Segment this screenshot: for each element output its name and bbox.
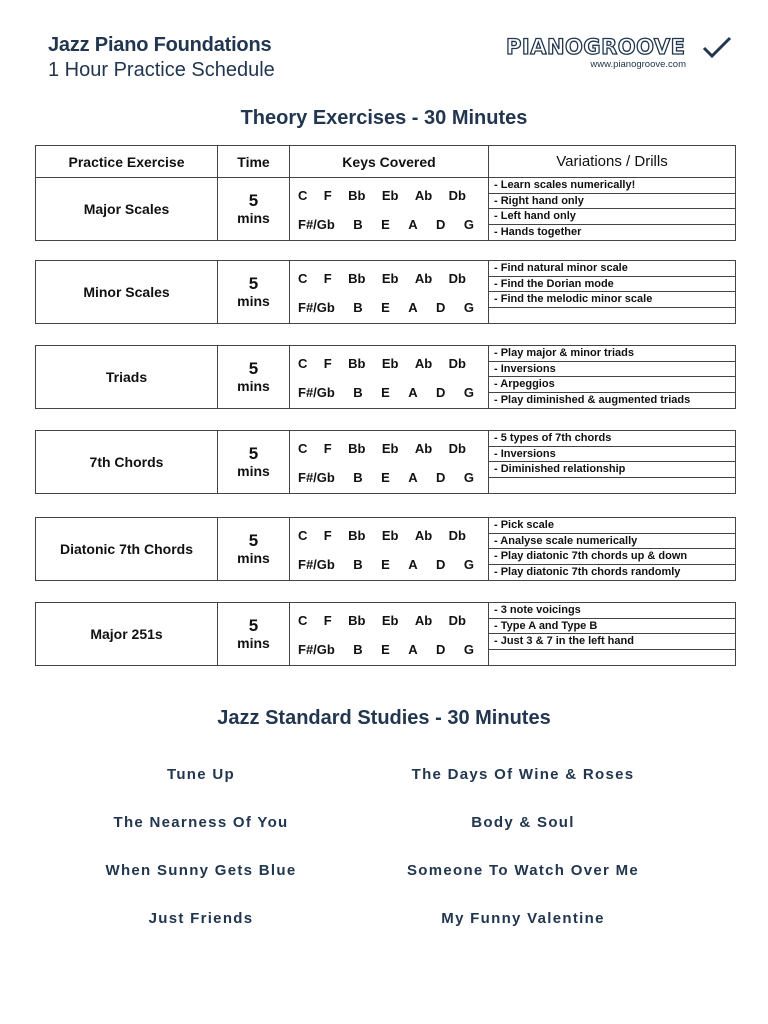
song-title: The Nearness Of You xyxy=(113,814,289,831)
key-label: F#/Gb xyxy=(298,470,335,485)
time-unit: mins xyxy=(237,293,270,309)
key-label: E xyxy=(381,557,390,572)
variation-item xyxy=(489,650,735,666)
document-title: Jazz Piano Foundations xyxy=(48,34,272,56)
key-label: F xyxy=(323,356,332,371)
variation-item: - Analyse scale numerically xyxy=(489,534,735,550)
key-label: C xyxy=(298,441,308,456)
key-label: Eb xyxy=(381,271,399,286)
exercise-table xyxy=(35,145,736,241)
variations-list xyxy=(489,346,736,409)
key-label: F#/Gb xyxy=(298,642,335,657)
time-value: 5 xyxy=(248,191,259,210)
time-value: 5 xyxy=(248,616,259,635)
variation-item: - Left hand only xyxy=(489,209,735,225)
key-label: Bb xyxy=(348,356,366,371)
song-title: Body & Soul xyxy=(471,814,575,831)
key-label: Ab xyxy=(414,271,433,286)
time-value: 5 xyxy=(248,531,259,550)
time-value: 5 xyxy=(248,444,259,463)
exercise-name: Diatonic 7th Chords xyxy=(36,518,218,581)
exercise-table xyxy=(35,345,736,409)
keys-covered xyxy=(290,431,489,494)
key-label: D xyxy=(436,300,446,315)
exercise-table xyxy=(35,260,736,324)
variations-list xyxy=(489,261,736,324)
key-row xyxy=(298,441,474,456)
variation-item: - Find the Dorian mode xyxy=(489,277,735,293)
variation-item xyxy=(489,478,735,494)
key-label: B xyxy=(353,300,363,315)
key-label: E xyxy=(381,217,390,232)
variations-list xyxy=(489,603,736,666)
key-label: F#/Gb xyxy=(298,217,335,232)
key-label: Eb xyxy=(381,356,399,371)
header xyxy=(48,34,275,82)
variation-item: - Play diatonic 7th chords randomly xyxy=(494,565,681,578)
variation-item: - Diminished relationship xyxy=(489,462,735,478)
key-label: G xyxy=(463,642,474,657)
variation-item: - 3 note voicings xyxy=(489,603,735,619)
key-label: C xyxy=(298,528,308,543)
key-row xyxy=(298,557,474,572)
key-label: Db xyxy=(448,271,466,286)
key-row xyxy=(298,300,474,315)
key-row xyxy=(298,385,474,400)
key-label: Bb xyxy=(348,528,366,543)
key-label: G xyxy=(463,300,474,315)
variation-item: - 5 types of 7th chords xyxy=(489,431,735,447)
key-label: Eb xyxy=(381,613,399,628)
table-row xyxy=(36,431,736,494)
exercise-time xyxy=(218,431,290,494)
key-label: Db xyxy=(448,188,466,203)
variation-item: - Type A and Type B xyxy=(489,619,735,635)
keys-covered xyxy=(290,261,489,324)
key-label: C xyxy=(298,356,308,371)
song-title: My Funny Valentine xyxy=(441,910,605,927)
key-label: Db xyxy=(448,356,466,371)
key-label: A xyxy=(408,557,418,572)
exercise-time xyxy=(218,178,290,241)
column-header: Time xyxy=(218,146,290,178)
key-label: G xyxy=(463,217,474,232)
key-label: Ab xyxy=(414,613,433,628)
variations-list xyxy=(489,178,736,241)
key-row xyxy=(298,188,474,203)
song-title: Someone To Watch Over Me xyxy=(406,862,640,879)
variation-item: - Right hand only xyxy=(489,194,735,210)
variation-item: - Inversions xyxy=(489,447,735,463)
key-label: C xyxy=(298,271,308,286)
song-title: When Sunny Gets Blue xyxy=(105,862,297,879)
key-label: Eb xyxy=(381,441,399,456)
table-row xyxy=(36,261,736,324)
key-label: E xyxy=(381,470,390,485)
key-label: Bb xyxy=(348,441,366,456)
key-label: D xyxy=(436,470,446,485)
exercise-name: 7th Chords xyxy=(36,431,218,494)
table-row xyxy=(36,346,736,409)
key-label: A xyxy=(408,470,418,485)
document-subtitle: 1 Hour Practice Schedule xyxy=(48,59,275,81)
key-label: D xyxy=(436,557,446,572)
key-label: F xyxy=(323,188,332,203)
exercise-name: Triads xyxy=(36,346,218,409)
exercise-time xyxy=(218,346,290,409)
key-row xyxy=(298,613,474,628)
variation-item: - Arpeggios xyxy=(489,377,735,393)
exercise-time xyxy=(218,603,290,666)
key-label: D xyxy=(436,217,446,232)
key-label: Db xyxy=(448,613,466,628)
key-label: E xyxy=(381,385,390,400)
key-label: Bb xyxy=(348,188,366,203)
column-header: Variations / Drills xyxy=(489,146,736,178)
time-unit: mins xyxy=(237,210,270,226)
key-label: F xyxy=(323,271,332,286)
keys-covered xyxy=(290,178,489,241)
key-label: D xyxy=(436,642,446,657)
variation-item: - Pick scale xyxy=(489,518,735,534)
key-label: B xyxy=(353,385,363,400)
logo-check-icon xyxy=(702,36,732,60)
key-row xyxy=(298,356,474,371)
key-label: G xyxy=(463,470,474,485)
exercise-time xyxy=(218,518,290,581)
column-header: Practice Exercise xyxy=(36,146,218,178)
keys-covered xyxy=(290,346,489,409)
variation-item: - Learn scales numerically! xyxy=(489,178,735,194)
song-title: The Days Of Wine & Roses xyxy=(411,766,635,783)
key-label: Db xyxy=(448,441,466,456)
key-row xyxy=(298,217,474,232)
pianogroove-logo xyxy=(506,36,732,72)
column-header: Keys Covered xyxy=(290,146,489,178)
exercise-table xyxy=(35,517,736,581)
key-label: C xyxy=(298,188,308,203)
variations-list xyxy=(489,518,736,581)
exercise-name: Major 251s xyxy=(36,603,218,666)
key-label: Bb xyxy=(348,271,366,286)
keys-covered xyxy=(290,518,489,581)
exercise-name: Minor Scales xyxy=(36,261,218,324)
exercise-time xyxy=(218,261,290,324)
key-label: Db xyxy=(448,528,466,543)
key-label: G xyxy=(463,557,474,572)
table-row xyxy=(36,518,736,581)
key-label: Bb xyxy=(348,613,366,628)
variation-item: - Hands together xyxy=(494,225,582,238)
key-label: F#/Gb xyxy=(298,385,335,400)
key-label: Ab xyxy=(414,356,433,371)
variation-item: - Play diminished & augmented triads xyxy=(494,393,691,406)
variation-item: - Play diatonic 7th chords up & down xyxy=(489,549,735,565)
key-label: D xyxy=(436,385,446,400)
variation-item: - Find the melodic minor scale xyxy=(489,292,735,308)
key-label: C xyxy=(298,613,308,628)
variations-list xyxy=(489,431,736,494)
table-row xyxy=(36,178,736,241)
variation-item xyxy=(489,308,735,324)
variation-item: - Find natural minor scale xyxy=(489,261,735,277)
key-label: F#/Gb xyxy=(298,300,335,315)
key-label: Eb xyxy=(381,528,399,543)
table-row xyxy=(36,603,736,666)
time-unit: mins xyxy=(237,463,270,479)
key-label: E xyxy=(381,300,390,315)
key-label: E xyxy=(381,642,390,657)
standards-section-title: Jazz Standard Studies - 30 Minutes xyxy=(217,707,551,729)
key-label: B xyxy=(353,470,363,485)
song-title: Tune Up xyxy=(167,766,235,783)
key-label: B xyxy=(353,217,363,232)
logo-url: www.pianogroove.com xyxy=(590,59,686,70)
exercise-name: Major Scales xyxy=(36,178,218,241)
time-unit: mins xyxy=(237,635,270,651)
logo-wordmark: PIANOGROOVE xyxy=(506,35,686,59)
key-label: Ab xyxy=(414,528,433,543)
key-label: F xyxy=(323,441,332,456)
key-label: Ab xyxy=(414,188,433,203)
exercise-table xyxy=(35,602,736,666)
key-label: A xyxy=(408,385,418,400)
table-header-row xyxy=(36,146,736,178)
key-row xyxy=(298,470,474,485)
variation-item: - Play major & minor triads xyxy=(489,346,735,362)
keys-covered xyxy=(290,603,489,666)
variation-item: - Just 3 & 7 in the left hand xyxy=(489,634,735,650)
key-label: F#/Gb xyxy=(298,557,335,572)
key-row xyxy=(298,528,474,543)
key-label: G xyxy=(463,385,474,400)
time-unit: mins xyxy=(237,378,270,394)
exercise-table xyxy=(35,430,736,494)
key-label: F xyxy=(323,613,332,628)
key-label: Eb xyxy=(381,188,399,203)
time-value: 5 xyxy=(248,274,259,293)
key-row xyxy=(298,642,474,657)
variation-item: - Inversions xyxy=(489,362,735,378)
key-label: A xyxy=(408,642,418,657)
key-label: F xyxy=(323,528,332,543)
key-row xyxy=(298,271,474,286)
key-label: A xyxy=(408,217,418,232)
song-title: Just Friends xyxy=(148,910,254,927)
theory-section-title: Theory Exercises - 30 Minutes xyxy=(240,107,528,129)
time-unit: mins xyxy=(237,550,270,566)
key-label: A xyxy=(408,300,418,315)
key-label: B xyxy=(353,557,363,572)
time-value: 5 xyxy=(248,359,259,378)
key-label: Ab xyxy=(414,441,433,456)
key-label: B xyxy=(353,642,363,657)
